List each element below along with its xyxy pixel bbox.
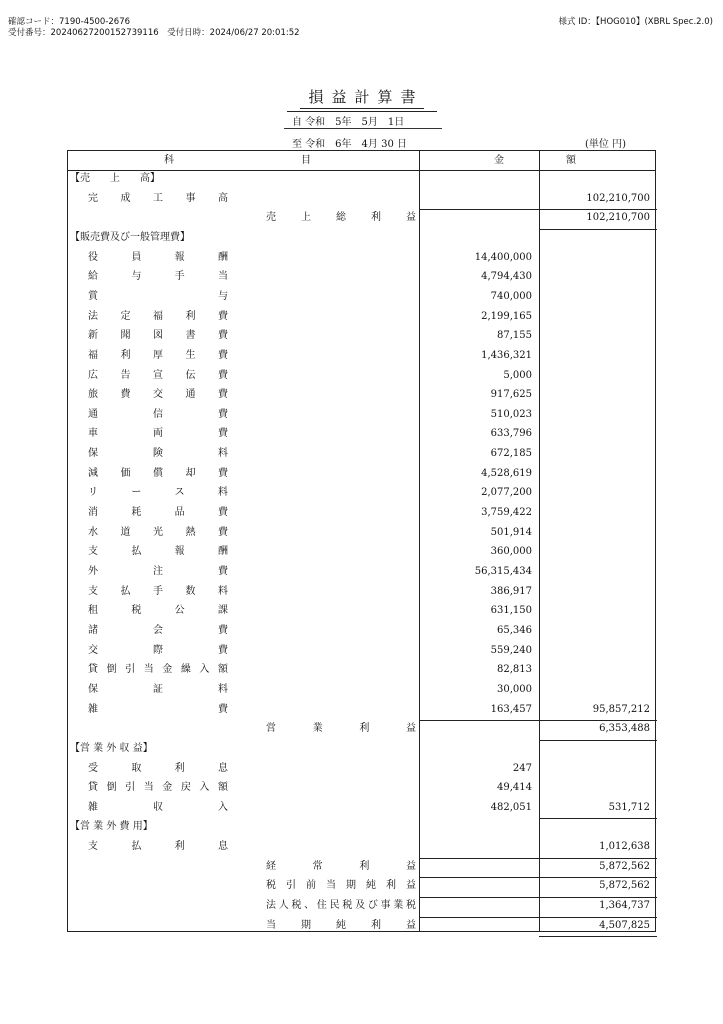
item-label: 雑 収 入 [88, 801, 228, 813]
period-divider [284, 128, 442, 129]
row-divider [419, 209, 657, 210]
total-amount: 102,210,700 [586, 212, 650, 224]
sub-amount: 247 [512, 762, 532, 774]
row-divider [419, 877, 657, 878]
sub-amount: 5,000 [503, 369, 532, 381]
item-label: 保 険 料 [88, 448, 228, 460]
item-label: 支 払 手 数 料 [88, 585, 228, 597]
sub-amount: 631,150 [490, 605, 532, 617]
section-label: 【営 業 外 費 用】 [70, 821, 153, 833]
item-label: 通 信 費 [88, 408, 228, 420]
sub-amount: 510,023 [490, 408, 532, 420]
subtotal-label: 営 業 利 益 [266, 723, 416, 735]
item-label: 貸倒引当金繰入額 [88, 664, 228, 676]
item-label: 福 利 厚 生 費 [88, 349, 228, 361]
row-divider [539, 229, 657, 230]
item-label: 賞 与 [88, 290, 228, 302]
column-divider [419, 151, 420, 931]
sub-amount: 2,199,165 [481, 310, 532, 322]
sub-amount: 4,794,430 [481, 271, 532, 283]
receipt-info: 受付番号：20240627200152739116 受付日時：2024/06/27 20:01:52 [8, 28, 300, 38]
sub-amount: 501,914 [490, 526, 532, 538]
total-amount: 4,507,825 [599, 919, 650, 931]
sub-amount: 87,155 [497, 330, 532, 342]
sub-amount: 633,796 [490, 428, 532, 440]
item-label: 水 道 光 熱 費 [88, 526, 228, 538]
section-label: 【販売費及び一般管理費】 [70, 231, 190, 243]
sub-amount: 14,400,000 [474, 251, 532, 263]
sub-amount: 1,436,321 [481, 349, 532, 361]
item-label: 貸倒引当金戻入額 [88, 782, 228, 794]
sub-amount: 3,759,422 [481, 507, 532, 519]
income-statement-table [67, 150, 656, 932]
document-title-block [287, 86, 437, 112]
item-label: 完 成 工 事 高 [88, 192, 228, 204]
total-amount: 5,872,562 [599, 860, 650, 872]
unit-label: (単位 円) [585, 139, 626, 150]
item-label: 車 両 費 [88, 428, 228, 440]
item-label: 新 聞 図 書 費 [88, 330, 228, 342]
sub-amount: 360,000 [490, 546, 532, 558]
subtotal-label: 経 常 利 益 [266, 860, 416, 872]
row-divider [539, 936, 657, 937]
document-title: 損益計算書 [300, 86, 423, 109]
section-label: 【営 業 外 収 益】 [70, 742, 153, 754]
item-label: 諸 会 費 [88, 624, 228, 636]
sub-amount: 2,077,200 [481, 487, 532, 499]
col-header-amount-2: 額 [566, 155, 576, 166]
sub-amount: 917,625 [490, 389, 532, 401]
sub-amount: 386,917 [490, 585, 532, 597]
item-label: 支 払 利 息 [88, 841, 228, 853]
row-divider [539, 818, 657, 819]
header-divider [68, 170, 655, 171]
period-to: 至 令和 6年 4月 30 日 [292, 139, 407, 150]
item-label: 広 告 宣 伝 費 [88, 369, 228, 381]
item-label: 受 取 利 息 [88, 762, 228, 774]
subtotal-label: 売 上 総 利 益 [266, 212, 416, 224]
sub-amount: 82,813 [497, 664, 532, 676]
item-label: 交 際 費 [88, 644, 228, 656]
item-label: 租 税 公 課 [88, 605, 228, 617]
section-label: 【売 上 高】 [70, 173, 160, 184]
total-amount: 6,353,488 [599, 723, 650, 735]
item-label: 減 価 償 却 費 [88, 467, 228, 479]
total-amount: 531,712 [608, 801, 650, 813]
row-divider [419, 720, 657, 721]
item-label: 役 員 報 酬 [88, 251, 228, 263]
form-id: 様式 ID：【HOG010】(XBRL Spec.2.0) [558, 17, 713, 27]
confirm-code: 確認コード：7190-4500-2676 [8, 17, 131, 27]
sub-amount: 163,457 [490, 703, 532, 715]
total-amount: 102,210,700 [586, 192, 650, 204]
header-left [8, 17, 300, 39]
col-header-item-1: 科 [164, 155, 174, 166]
item-label: 雑 費 [88, 703, 228, 715]
sub-amount: 740,000 [490, 290, 532, 302]
item-label: 法 定 福 利 費 [88, 310, 228, 322]
total-amount: 1,012,638 [599, 841, 650, 853]
col-header-item-2: 目 [301, 155, 311, 166]
item-label: リ ー ス 料 [88, 487, 228, 499]
subtotal-label: 法人税、住民税及び事業税 [266, 900, 416, 912]
item-label: 外 注 費 [88, 566, 228, 577]
row-divider [419, 917, 657, 918]
sub-amount: 56,315,434 [474, 566, 532, 577]
sub-amount: 30,000 [497, 683, 532, 695]
col-header-amount-1: 金 [494, 155, 504, 166]
sub-amount: 65,346 [497, 624, 532, 636]
title-double-underline [287, 111, 437, 112]
row-divider [539, 740, 657, 741]
sub-amount: 559,240 [490, 644, 532, 656]
total-amount: 95,857,212 [592, 703, 650, 715]
item-label: 給 与 手 当 [88, 271, 228, 283]
total-amount: 1,364,737 [599, 900, 650, 912]
row-divider [419, 858, 657, 859]
period-from: 自 令和 5年 5月 1日 [292, 117, 405, 128]
sub-amount: 482,051 [490, 801, 532, 813]
subtotal-label: 税引前当期純利益 [266, 880, 416, 892]
item-label: 保 証 料 [88, 683, 228, 695]
column-divider [539, 151, 540, 931]
sub-amount: 49,414 [497, 782, 532, 794]
item-label: 消 耗 品 費 [88, 507, 228, 519]
sub-amount: 672,185 [490, 448, 532, 460]
subtotal-label: 当 期 純 利 益 [266, 919, 416, 931]
sub-amount: 4,528,619 [481, 467, 532, 479]
item-label: 旅 費 交 通 費 [88, 389, 228, 401]
item-label: 支 払 報 酬 [88, 546, 228, 558]
total-amount: 5,872,562 [599, 880, 650, 892]
row-divider [419, 897, 657, 898]
